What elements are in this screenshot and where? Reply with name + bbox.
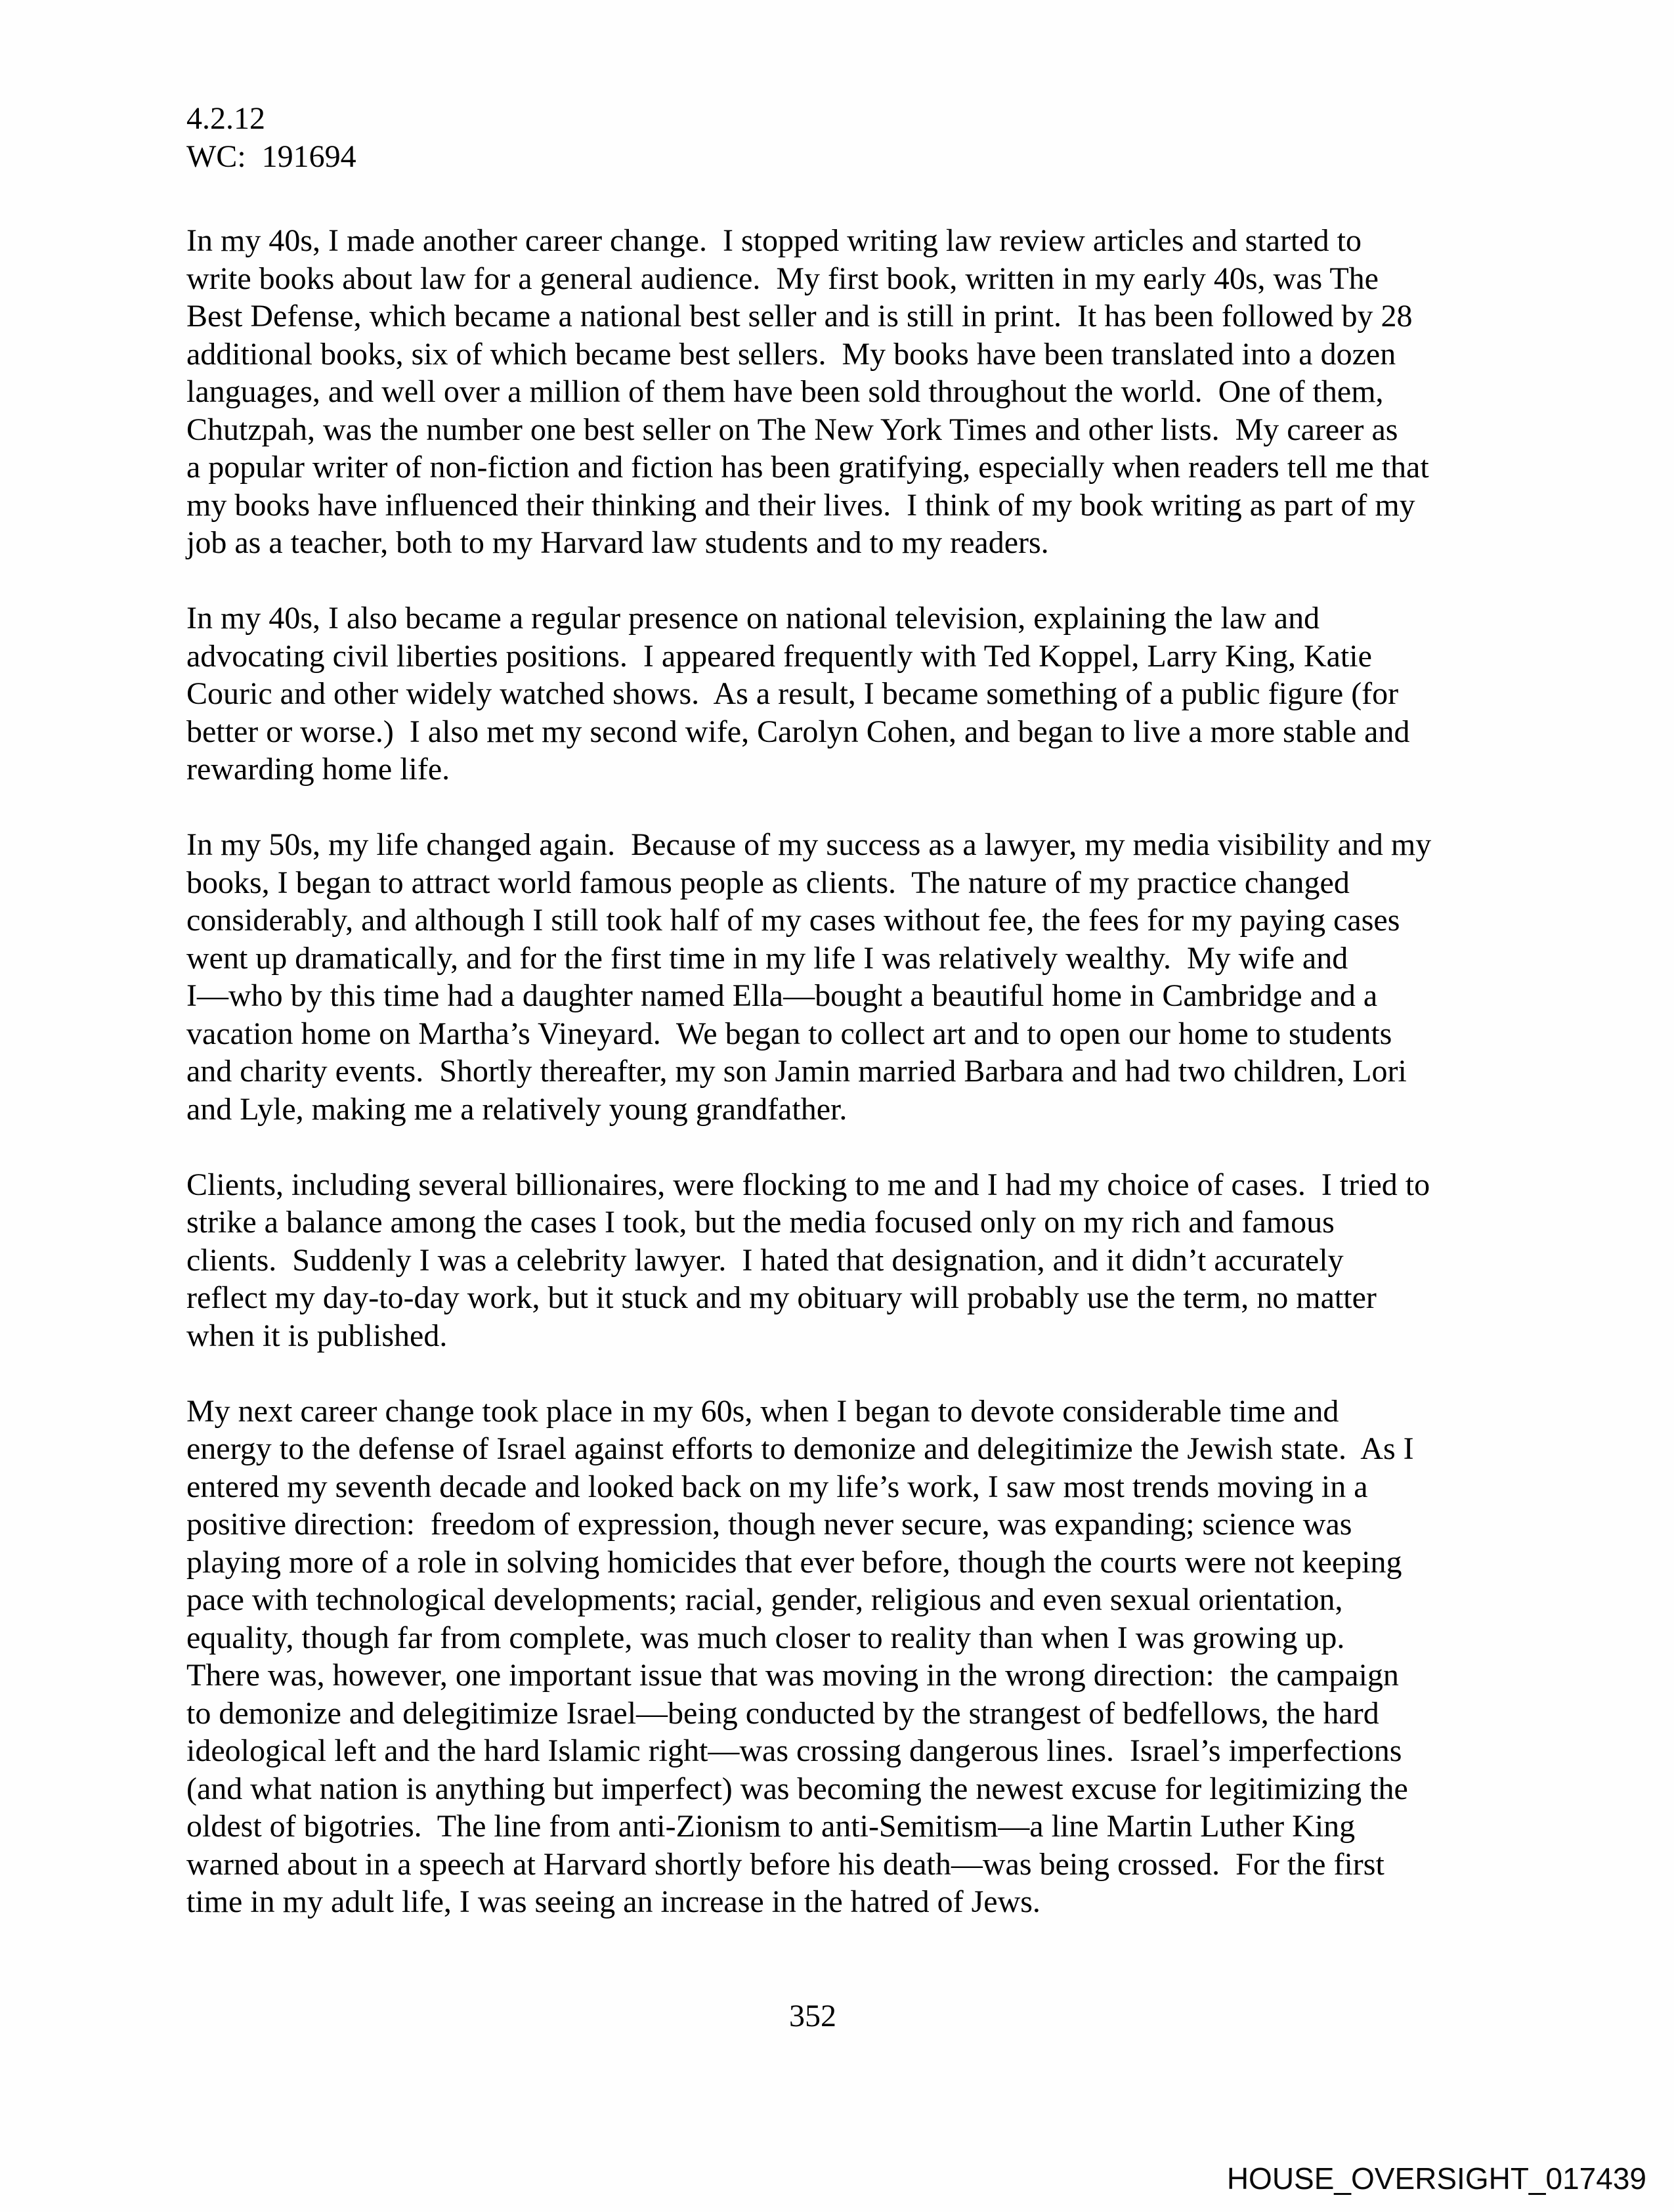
document-body — [186, 222, 1506, 1921]
text-line: In my 40s, I also became a regular presence on national television, explaining the law and — [186, 601, 1320, 636]
text-line: and Lyle, making me a relatively young grandfather. — [186, 1091, 848, 1127]
text-line: In my 50s, my life changed again. Because of my success as a lawyer, my media visibility and my — [186, 827, 1432, 862]
text-line: ideological left and the hard Islamic right—was crossing dangerous lines. Israel’s imperfections — [186, 1733, 1402, 1768]
text-line: reflect my day-to-day work, but it stuck and my obituary will probably use the term, no matter — [186, 1280, 1377, 1315]
text-line: went up dramatically, and for the first time in my life I was relatively wealthy. My wife and — [186, 940, 1348, 976]
text-line: Best Defense, which became a national best seller and is still in print. It has been followed by 28 — [186, 299, 1413, 334]
text-line: oldest of bigotries. The line from anti-Zionism to anti-Semitism—a line Martin Luther King — [186, 1809, 1356, 1844]
text-line: time in my adult life, I was seeing an increase in the hatred of Jews. — [186, 1884, 1041, 1919]
text-line: pace with technological developments; racial, gender, religious and even sexual orientation, — [186, 1582, 1343, 1617]
text-line: advocating civil liberties positions. I appeared frequently with Ted Koppel, Larry King, Katie — [186, 638, 1372, 674]
header-word-count: WC: 191694 — [186, 139, 356, 174]
text-line: job as a teacher, both to my Harvard law students and to my readers. — [186, 525, 1049, 560]
text-line: energy to the defense of Israel against efforts to demonize and delegitimize the Jewish state. As I — [186, 1431, 1414, 1466]
text-line: equality, though far from complete, was much closer to reality than when I was growing up. — [186, 1620, 1345, 1655]
text-line: considerably, and although I still took half of my cases without fee, the fees for my paying cases — [186, 903, 1400, 938]
text-line: There was, however, one important issue that was moving in the wrong direction: the campaign — [186, 1658, 1399, 1693]
text-line: strike a balance among the cases I took, but the media focused only on my rich and famous — [186, 1205, 1335, 1240]
text-line: In my 40s, I made another career change. I stopped writing law review articles and started to — [186, 223, 1362, 258]
text-line: clients. Suddenly I was a celebrity lawyer. I hated that designation, and it didn’t accurately — [186, 1242, 1344, 1278]
text-line: Clients, including several billionaires, were flocking to me and I had my choice of cases. I tried to — [186, 1167, 1430, 1202]
page-number: 352 — [789, 1999, 836, 2033]
text-line: warned about in a speech at Harvard shortly before his death—was being crossed. For the first — [186, 1846, 1384, 1882]
text-line: entered my seventh decade and looked back on my life’s work, I saw most trends moving in a — [186, 1469, 1368, 1504]
text-line: My next career change took place in my 60s, when I began to devote considerable time and — [186, 1393, 1339, 1429]
text-line: and charity events. Shortly thereafter, my son Jamin married Barbara and had two children, Lori — [186, 1054, 1407, 1089]
paragraph — [186, 222, 1506, 562]
text-line: vacation home on Martha’s Vineyard. We began to collect art and to open our home to students — [186, 1016, 1392, 1051]
text-line: books, I began to attract world famous people as clients. The nature of my practice changed — [186, 865, 1350, 900]
paragraph — [186, 826, 1506, 1128]
paragraph — [186, 1393, 1506, 1921]
text-line: when it is published. — [186, 1318, 448, 1353]
text-line: languages, and well over a million of them have been sold throughout the world. One of them, — [186, 374, 1384, 409]
paragraph — [186, 1166, 1506, 1355]
paragraph — [186, 599, 1506, 789]
bates-number: HOUSE_OVERSIGHT_017439 — [1226, 2161, 1646, 2196]
text-line: (and what nation is anything but imperfect) was becoming the newest excuse for legitimizing the — [186, 1771, 1408, 1806]
text-line: I—who by this time had a daughter named Ella—bought a beautiful home in Cambridge and a — [186, 978, 1378, 1013]
text-line: Couric and other widely watched shows. As a result, I became something of a public figure (for — [186, 676, 1399, 711]
text-line: Chutzpah, was the number one best seller on The New York Times and other lists. My career as — [186, 412, 1398, 447]
text-line: to demonize and delegitimize Israel—being conducted by the strangest of bedfellows, the hard — [186, 1695, 1379, 1731]
text-line: positive direction: freedom of expression, though never secure, was expanding; science was — [186, 1507, 1352, 1542]
header-date: 4.2.12 — [186, 101, 265, 136]
document-header — [186, 100, 356, 175]
text-line: additional books, six of which became best sellers. My books have been translated into a dozen — [186, 336, 1396, 372]
text-line: better or worse.) I also met my second wife, Carolyn Cohen, and began to live a more stable and — [186, 714, 1410, 749]
text-line: rewarding home life. — [186, 752, 450, 787]
text-line: my books have influenced their thinking and their lives. I think of my book writing as part of my — [186, 487, 1415, 523]
text-line: playing more of a role in solving homicides that ever before, though the courts were not keeping — [186, 1544, 1402, 1580]
text-line: write books about law for a general audience. My first book, written in my early 40s, was The — [186, 261, 1379, 296]
text-line: a popular writer of non-fiction and fiction has been gratifying, especially when readers tell me that — [186, 450, 1429, 485]
